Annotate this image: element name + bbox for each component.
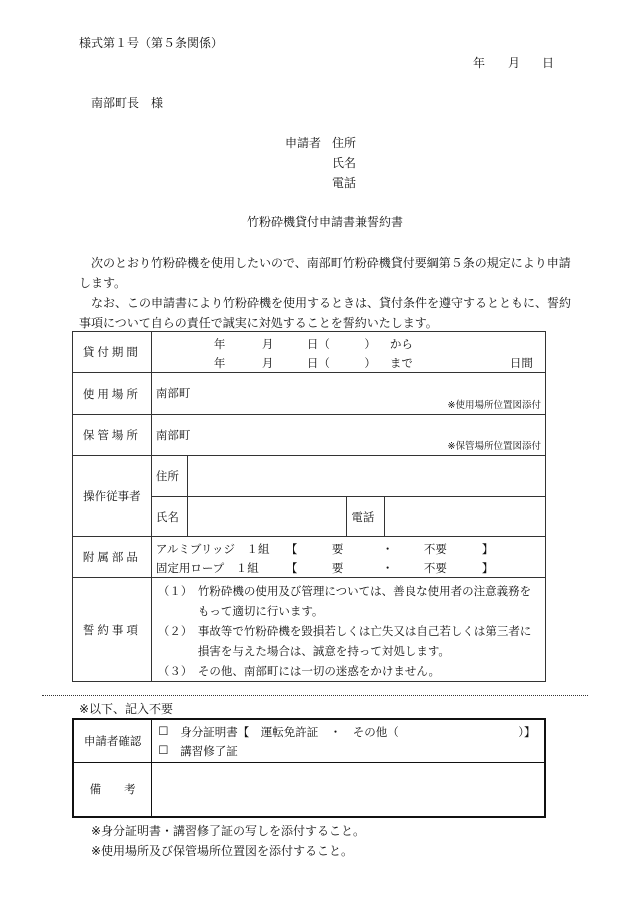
use-place-label: 使用場所: [73, 373, 152, 415]
pledge-3-line1: その他、南部町には一切の迷惑をかけません。: [197, 664, 441, 678]
operator-phone-field[interactable]: [385, 497, 546, 537]
applicant-label: 申請者: [285, 136, 322, 150]
use-place-cell[interactable]: [151, 373, 545, 415]
accessory-bridge-need[interactable]: 要: [331, 542, 344, 556]
pledge-1-line1: 竹粉砕機の使用及び管理については、善良な使用者の注意義務を: [197, 584, 532, 598]
storage-place-note: ※保管場所位置図添付: [447, 441, 541, 452]
pledge-3-num: （３）: [157, 664, 193, 678]
period-label: 貸付期間: [73, 332, 152, 373]
id-line-close: ）】: [518, 725, 536, 739]
accessory-bridge-close: 】: [481, 542, 494, 556]
operator-name-label: 氏名: [151, 497, 187, 537]
use-place-value: 南部町: [155, 386, 191, 400]
period-start-day: 日（ ）: [306, 337, 376, 351]
applicant-name-label: 氏名: [332, 156, 357, 170]
document-title: 竹粉砕機貸付申請書兼誓約書: [247, 215, 404, 229]
remarks-label: 備 考: [73, 763, 152, 817]
period-end-year: 年: [213, 356, 226, 370]
intro-line-1: 次のとおり竹粉砕機を使用したいので、南部町竹粉砕機貸付要綱第５条の規定により申請: [91, 256, 571, 270]
period-days: 日間: [509, 356, 533, 370]
period-start-month: 月: [261, 337, 274, 351]
pledge-2-line2: 損害を与えた場合は、誠意を持って対処します。: [197, 644, 450, 658]
accessories-cell[interactable]: [151, 537, 545, 578]
id-line-text: 身分証明書【 運転免許証 ・ その他（: [180, 725, 399, 739]
application-table: [72, 331, 546, 682]
cut-line-divider: [42, 695, 588, 696]
period-start-year: 年: [213, 337, 226, 351]
date-day-label: 日: [542, 56, 555, 70]
accessory-rope-noneed[interactable]: 不要: [423, 561, 447, 575]
period-end-month: 月: [261, 356, 274, 370]
accessory-bridge-open: 【: [285, 542, 298, 556]
pledge-2-num: （２）: [157, 624, 193, 638]
date-month-label: 月: [508, 56, 521, 70]
period-end-day: 日（ ）: [306, 356, 376, 370]
office-table: [72, 718, 546, 818]
period-from: から: [389, 337, 413, 351]
storage-place-cell[interactable]: [151, 415, 545, 456]
operator-name-field[interactable]: [187, 497, 347, 537]
period-until: まで: [389, 356, 413, 370]
applicant-address-label: 住所: [332, 136, 357, 150]
accessory-rope-open: 【: [285, 561, 298, 575]
intro-line-2: します。: [79, 276, 127, 290]
accessory-rope-close: 】: [481, 561, 494, 575]
operator-address-field[interactable]: [187, 456, 545, 497]
accessory-bridge-noneed[interactable]: 不要: [423, 542, 447, 556]
pledge-label: 誓約事項: [73, 578, 152, 682]
footnote-2: ※使用場所及び保管場所位置図を添付すること。: [91, 844, 354, 858]
accessory-rope-name: 固定用ロープ １組: [155, 561, 259, 575]
pledge-cell: [151, 578, 545, 682]
accessory-rope-dot: ・: [381, 561, 394, 575]
pledge-1-line2: もって適切に行います。: [197, 604, 324, 618]
accessory-rope-need[interactable]: 要: [331, 561, 344, 575]
accessory-bridge-name: アルミブリッジ １組: [155, 542, 270, 556]
form-number: 様式第１号（第５条関係）: [79, 36, 224, 50]
period-cell[interactable]: [151, 332, 545, 373]
operator-address-label: 住所: [151, 456, 187, 497]
operator-phone-label: 電話: [347, 497, 385, 537]
office-only-note: ※以下、記入不要: [79, 702, 174, 716]
addressee: 南部町長 様: [91, 96, 164, 110]
pledge-1-num: （１）: [157, 584, 193, 598]
confirm-label: 申請者確認: [73, 719, 152, 763]
confirm-cell: [152, 719, 545, 763]
operator-label: 操作従事者: [73, 456, 152, 537]
pledge-2-line1: 事故等で竹粉砕機を毀損若しくは亡失又は自己若しくは第三者に: [197, 624, 532, 638]
id-checkbox[interactable]: ☐: [158, 724, 169, 738]
use-place-note: ※使用場所位置図添付: [447, 400, 541, 411]
intro-line-3: なお、この申請書により竹粉砕機を使用するときは、貸付条件を遵守するとともに、誓約: [91, 296, 572, 310]
remarks-field[interactable]: [152, 763, 545, 817]
footnote-1: ※身分証明書・講習修了証の写しを添付すること。: [91, 824, 366, 838]
date-year-label: 年: [473, 56, 486, 70]
course-line-text: 講習修了証: [180, 744, 238, 758]
applicant-phone-label: 電話: [332, 176, 357, 190]
accessory-bridge-dot: ・: [381, 542, 394, 556]
intro-line-4: 事項について自らの責任で誠実に対処することを誓約いたします。: [79, 316, 438, 330]
accessories-label: 附属部品: [73, 537, 152, 578]
storage-place-value: 南部町: [155, 428, 191, 442]
storage-place-label: 保管場所: [73, 415, 152, 456]
course-checkbox[interactable]: ☐: [158, 743, 169, 757]
